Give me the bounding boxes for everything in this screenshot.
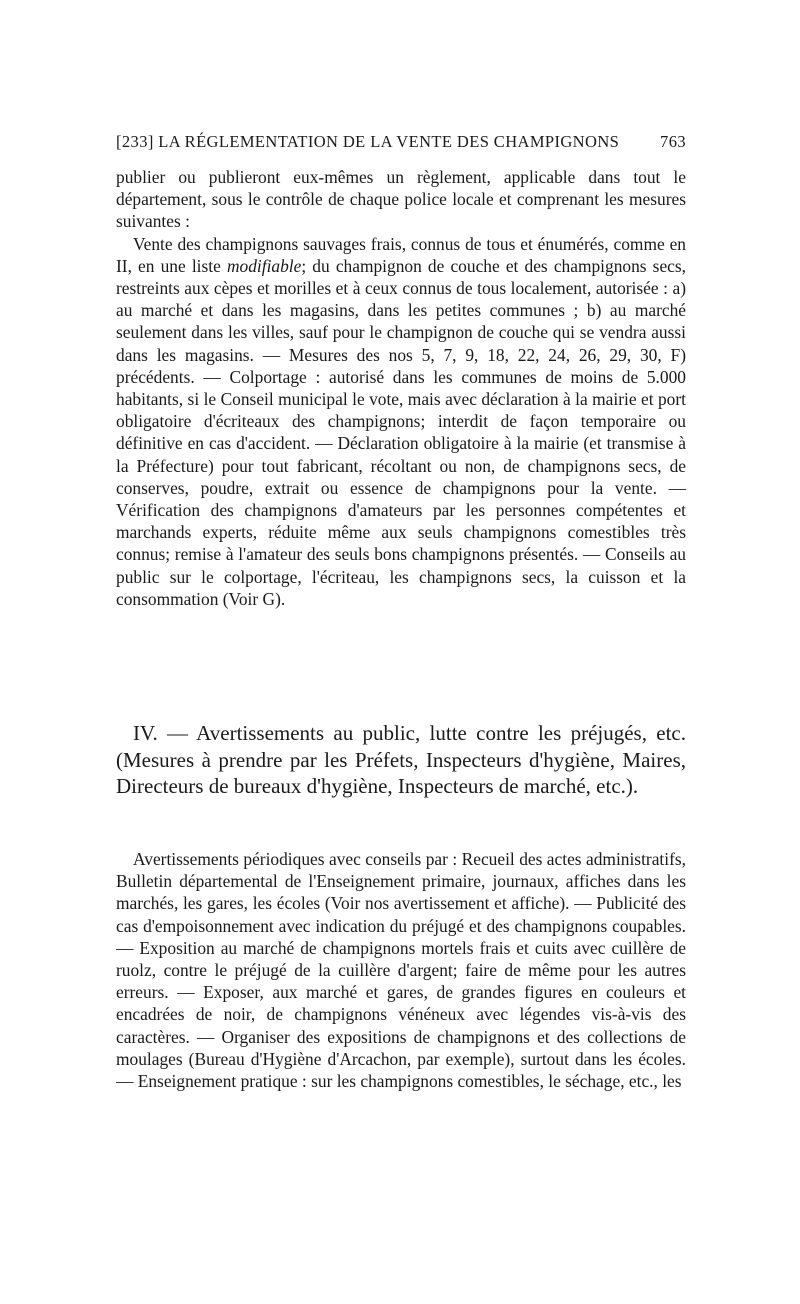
measures-text-rest: ; du champignon de couche et des champignons secs, restreints aux cèpes et morilles et à ceux connus de tous localement, autorisée : a) au marché et dans les magasins, dans les petites communes ; b) au marché seulement dans les villes, sauf pour le champignon de couche qui se vendra aussi dans les magasins. — Mesures des nos 5, 7, 9, 18, 22, 24, 26, 29, 30, F) précédents. — Colportage : autorisé dans les communes de moins de 5.000 habitants, si le Conseil municipal le vote, mais avec déclaration à la mairie et port obligatoire d'écriteaux des champignons; interdit de façon temporaire ou définitive en cas d'accident. — Déclaration obligatoire à la mairie (et transmise à la Préfecture) pour tout fabricant, récoltant ou non, de champignons secs, de conserves, poudre, extrait ou essence de champignons pour la vente. — Vérification des champignons d'amateurs par les personnes compétentes et marchands experts, réduite même aux seuls champignons comestibles très connus; remise à l'amateur des seuls bons champignons présentés. — Conseils au public sur le colportage, l'écriteau, les champignons secs, la cuisson et la consommation (Voir G). — [116, 255, 687, 609]
intro-paragraph: publier ou publieront eux-mêmes un règlement, applicable dans tout le département, sous le contrôle de chaque police locale et comprenant les mesures suivantes : — [116, 167, 686, 232]
measures-text-start: Vente des champignons sauvages frais, connus de tous et énumérés, comme en II, en une liste — [116, 233, 686, 276]
section-iv-heading — [116, 720, 686, 800]
page — [116, 132, 687, 1092]
measures-paragraph — [116, 233, 686, 610]
header-title: [233] LA RÉGLEMENTATION DE LA VENTE DES CHAMPIGNONS — [116, 132, 620, 151]
section-iv-heading-text: IV. — Avertissements au public, lutte contre les préjugés, etc. (Mesures à prendre par les Préfets, Inspecteurs d'hygiène, Maires, Directeurs de bureaux d'hygiène, Inspecteurs de marché, etc.). — [116, 721, 686, 798]
section-iv-paragraph — [116, 848, 686, 1092]
section-iv-text: Avertissements périodiques avec conseils par : Recueil des actes administratifs, Bulletin départemental de l'Enseignement primaire, journaux, affiches dans les marchés, les gares, les écoles (Voir nos avertissement et affiche). — Publicité des cas d'empoisonnement avec indication du préjugé et des champignons coupables. — Exposition au marché de champignons mortels frais et cuits avec cuillère de ruolz, contre le préjugé de la cuillère d'argent; faire de même pour les autres erreurs. — Exposer, aux marché et gares, de grandes figures en couleurs et encadrées de noir, de champignons vénéneux avec légendes vis-à-vis des caractères. — Organiser des expositions de champignons et des collections de moulages (Bureau d'Hygiène d'Arcachon, par exemple), surtout dans les écoles. — Enseignement pratique : sur les champignons comestibles, le séchage, etc., les — [116, 849, 686, 1092]
running-header — [116, 132, 686, 156]
measures-italic: modifiable — [226, 255, 302, 276]
page-number: 763 — [660, 132, 686, 151]
section-iv-body — [116, 848, 686, 1092]
